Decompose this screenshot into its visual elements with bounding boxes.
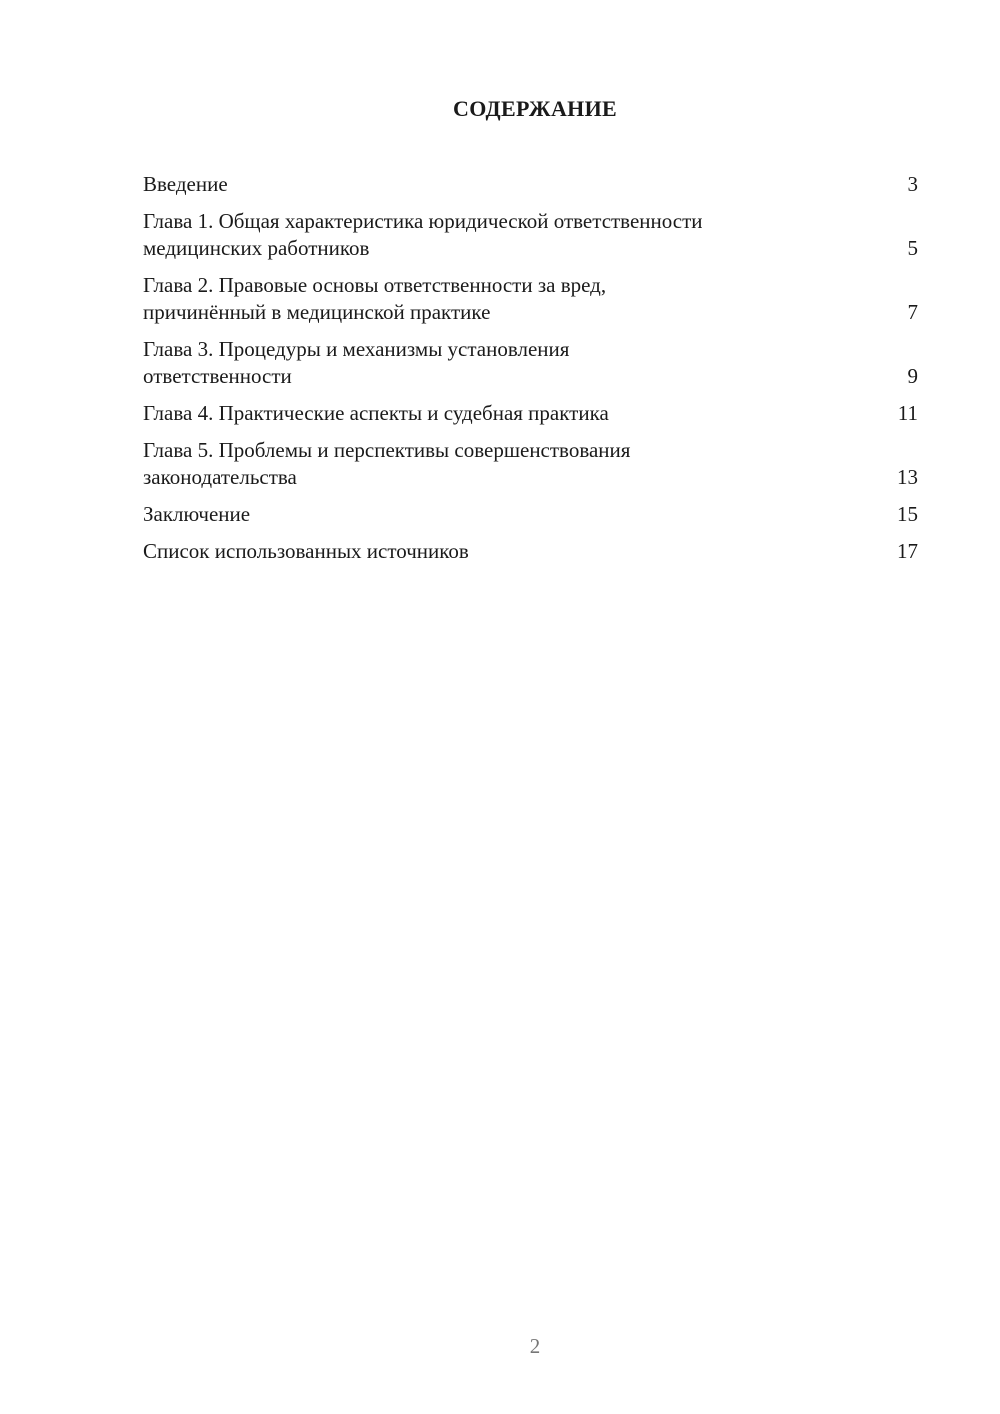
page-title: СОДЕРЖАНИЕ: [453, 96, 617, 121]
toc-entry-chapter-3: [143, 336, 918, 390]
toc-entry-page: 9: [907, 364, 918, 388]
toc-entry-chapter-1: [143, 208, 918, 262]
toc-entry-label: Заключение: [143, 502, 251, 526]
toc-entry-label: Список использованных источников: [143, 539, 469, 563]
toc-entry-label: Глава 5. Проблемы и перспективы совершенствования законодательства: [143, 438, 631, 489]
toc-entry-references: [143, 538, 918, 565]
toc-entry-page: 13: [897, 465, 918, 489]
toc-entry-chapter-2: [143, 272, 918, 326]
toc-entry-label: Глава 4. Практические аспекты и судебная практика: [143, 401, 609, 425]
table-of-contents: [143, 171, 918, 575]
toc-entry-page: 5: [907, 236, 918, 260]
page-number: 2: [529, 1334, 541, 1358]
toc-entry-page: 17: [897, 539, 918, 563]
toc-entry-label: Введение: [143, 172, 228, 196]
toc-entry-label: Глава 2. Правовые основы ответственности за вред, причинённый в медицинской практике: [143, 273, 607, 324]
toc-entry-introduction: [143, 171, 918, 198]
toc-entry-label: Глава 1. Общая характеристика юридической ответственности медицинских работников: [143, 209, 703, 260]
toc-entry-page: 15: [897, 502, 918, 526]
toc-entry-chapter-4: [143, 400, 918, 427]
toc-entry-label: Глава 3. Процедуры и механизмы установления ответственности: [143, 337, 570, 388]
toc-entry-page: 11: [897, 401, 918, 425]
toc-entry-page: 7: [907, 300, 918, 324]
toc-entry-page: 3: [907, 172, 918, 196]
toc-entry-chapter-5: [143, 437, 918, 491]
toc-entry-conclusion: [143, 501, 918, 528]
